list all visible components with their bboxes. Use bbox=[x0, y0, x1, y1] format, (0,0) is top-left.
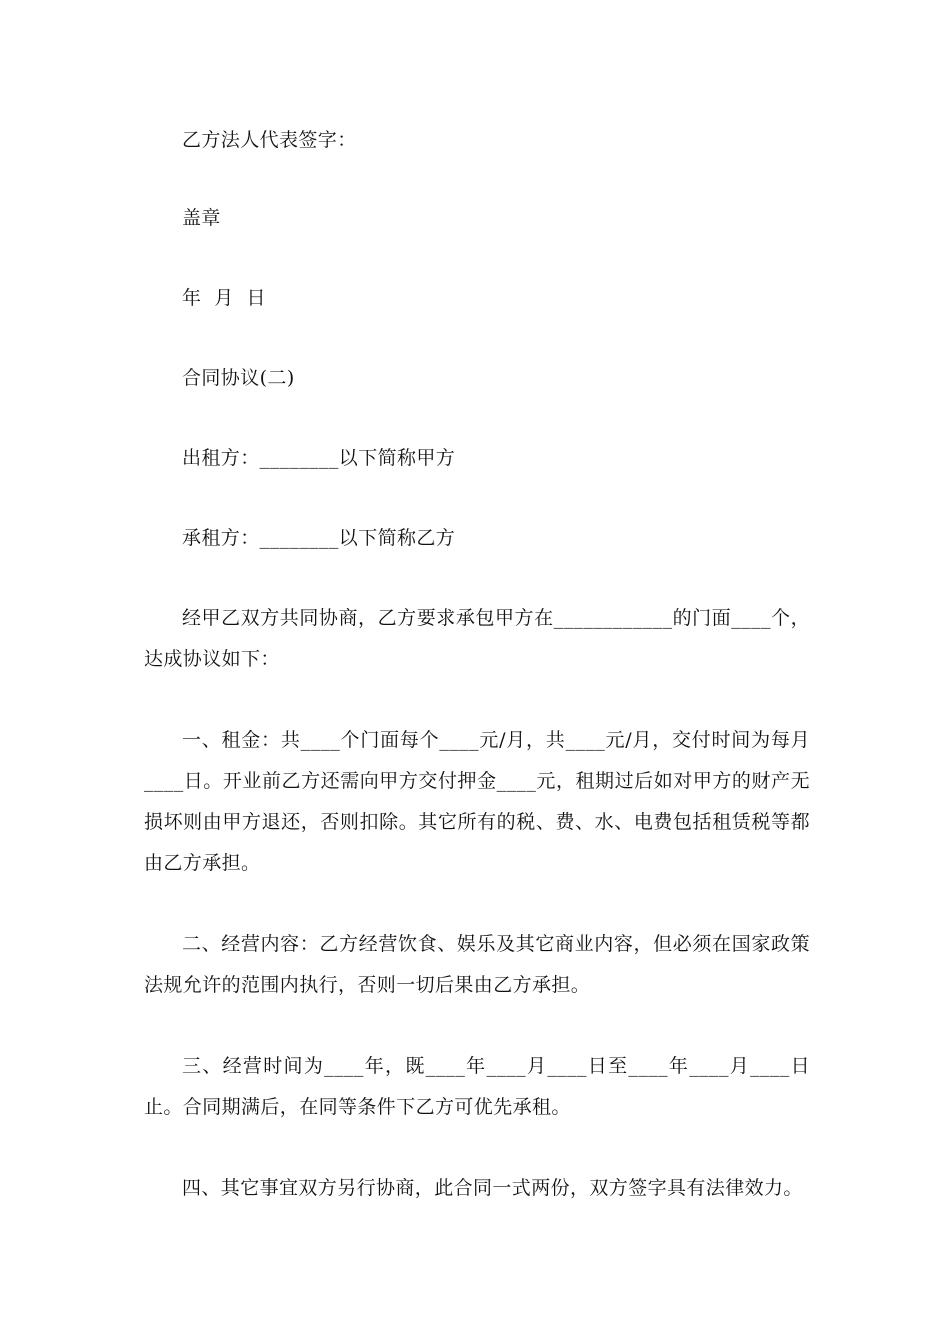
lessor-line: 出租方：________以下简称甲方 bbox=[182, 447, 456, 469]
seal-label: 盖章 bbox=[182, 207, 221, 229]
intro-paragraph: 经甲乙双方共同协商，乙方要求承包甲方在____________的门面____个，达成协议如下： bbox=[144, 607, 810, 670]
clause-term: 三、经营时间为____年，既____年____月____日至____年____月____日止。合同期满后，在同等条件下乙方可优先承租。 bbox=[144, 1055, 810, 1118]
clause-other-matters: 四、其它事宜双方另行协商，此合同一式两份，双方签字具有法律效力。 bbox=[182, 1177, 803, 1199]
signature-label: 乙方法人代表签字： bbox=[182, 129, 357, 151]
contract-title: 合同协议(二) bbox=[182, 367, 295, 389]
lessee-line: 承租方：________以下简称乙方 bbox=[182, 527, 456, 549]
clause-business-scope: 二、经营内容：乙方经营饮食、娱乐及其它商业内容，但必须在国家政策法规允许的范围内执行，否则一切后果由乙方承担。 bbox=[144, 933, 810, 996]
date-label: 年 月 日 bbox=[182, 287, 266, 309]
clause-rent: 一、租金：共____个门面每个____元/月，共____元/月，交付时间为每月____日。开业前乙方还需向甲方交付押金____元，租期过后如对甲方的财产无损坏则由甲方退还，否则扣除。其它所有的税、费、水、电费包括租赁税等都由乙方承担。 bbox=[144, 729, 810, 874]
